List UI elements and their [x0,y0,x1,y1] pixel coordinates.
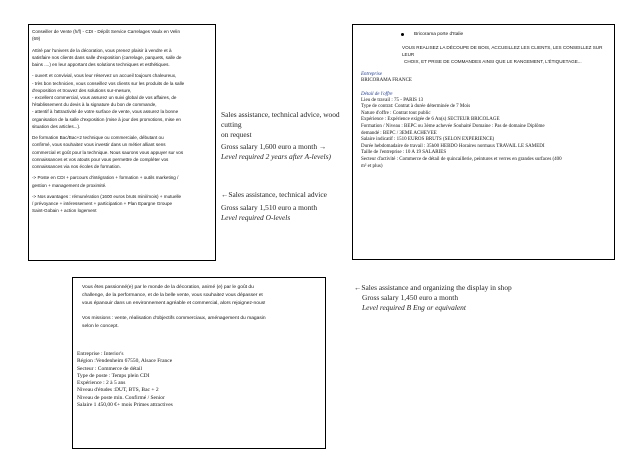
annotation-interiors: ←Sales assistance and organizing the display in shop Gross salary 1,450 euro a month Level required B Eng or equivalent [354,283,512,313]
right-description: VOUS REALISEZ LA DÉCOUPE DE BOIS, ACCUEILLEZ LES CLIENTS, LES CONSEILLEZ SUR LEUR CHOIX, ET PRISE DE COMMANDES AINSI QUE LE RANGEMENT, L'ÉTIQUETAGE... [402,45,603,64]
offer-label: Détail de l'offre [361,91,393,97]
job-ad-bottom [72,277,326,449]
left-qualities: - ouvert et convivial, vous leur réservez un accueil toujours chaleureux, - très bon technicien, vous conseillez vos clients sur les produits de la salle d'exposition et trouvez des solutions sur-mesure, - excellent commercial, vous assurez un suivi global de vos affaires, de l'établissement du devis à la signature du bon de commande, - attentif à l'attractivité de votre surface de vente, vous assurez la bonne organisation de la salle d'exposition (mise à jour des promotions, mise en situation des articles...). [32,73,185,129]
job-ad-left [28,24,216,261]
left-header: Conseiller de Vente (h/f) - CDI - Dépôt Service Carrelages Vaulx en Velin (69) [32,29,181,42]
bottom-details: Entreprise : Interior's Région :Vendenheim 67550, Alsace France Secteur : Commerce de détail Type de poste : Temps plein CDI Expérience : 2 à 5 ans Niveau d'études :DUT, BTS, Bac + 2 Niveau de poste min. Confirmé / Senior Salaire 1 450,00 €+ mois Primes attractives [77,350,173,409]
job-ad-right [352,24,615,260]
bullet-icon [401,33,404,36]
bottom-missions: Vos missions : vente, réalisation d'objectifs commerciaux, aménagement du magasin selon le concept. [82,316,266,330]
left-benefits: -> Nos avantages : rémunération (1600 euros bruts mini/mois) + mutuelle / prévoyance + intéressement + participation + Plan Epargne Groupe Saint-Gobain + action logement [32,194,182,214]
bottom-intro: Vous êtes passionné(e) par le monde de la décoration, animé (e) par le goût du challenge, de la performance, et de la belle vente, vous souhaitez vous dépasser et vous épanouir dans un environnement agréable et commercial, alors rejoignez-nous! [82,285,266,306]
left-intro: Attiré par l'univers de la décoration, vous prenez plaisir à vendre et à satisfaire nos clients dans salle d'exposition (carrelage, parquets, salle de bains ....) en leur apportant des solutions techniques et esthétiques. [32,47,182,67]
company-label: Entreprise [361,72,382,77]
left-training: De formation Bac/Bac+2 technique ou commerciale, débutant ou confirmé, vous souhaitez vous investir dans un métier alliant sens commercial et goût pour la technique. Nous saurons vous appuyer sur vos connaissances et vos atouts pour vous permettre de compléter vos connaissances via nos écoles de formation. [32,135,184,170]
bullet-item: Bricorama porte d'Italie [361,31,606,38]
offer-details: Lieu de travail : 75 - PARIS 13 Type de contrat: Contrat à durée déterminée de 7 Mois Nature d'offre : Contrat tout public Expérience : Expérience exigée de 6 An(s) SECTEUR BRICOLAGE Formation / Niveau : BEPC ou 3ème achevée Souhaité Domaine : Pas de domaine Diplôme demandé : BEPC / 3EME ACHEVEE Salaire indicatif : 1510 EUROS BRUTS (SELON EXPERIENCE) Durée hebdomadaire de travail : 35h00 HEBDO Horaires normaux TRAVAIL LE SAMEDI Taille de l'entreprise : 10 A 19 SALARIES Secteur d'activité : Commerce de détail de quincaillerie, peintures et verres en grandes surfaces (400 m² et plus) [361,97,562,169]
left-offer: -> Poste en CDI + parcours d'intégration + formation + outils marketing / gestion + management de proximité. [32,175,179,188]
annotation-bricorama: Sales assistance, technical advice, wood cutting on request Gross salary 1,600 euro a month → Level required 2 years after A-levels) [221,110,340,161]
company-name: BRICORAMA FRANCE [361,78,412,83]
annotation-left-ad: ←Sales assistance, technical advice Gross salary 1,510 euro a month Level required O-levels [221,190,327,223]
